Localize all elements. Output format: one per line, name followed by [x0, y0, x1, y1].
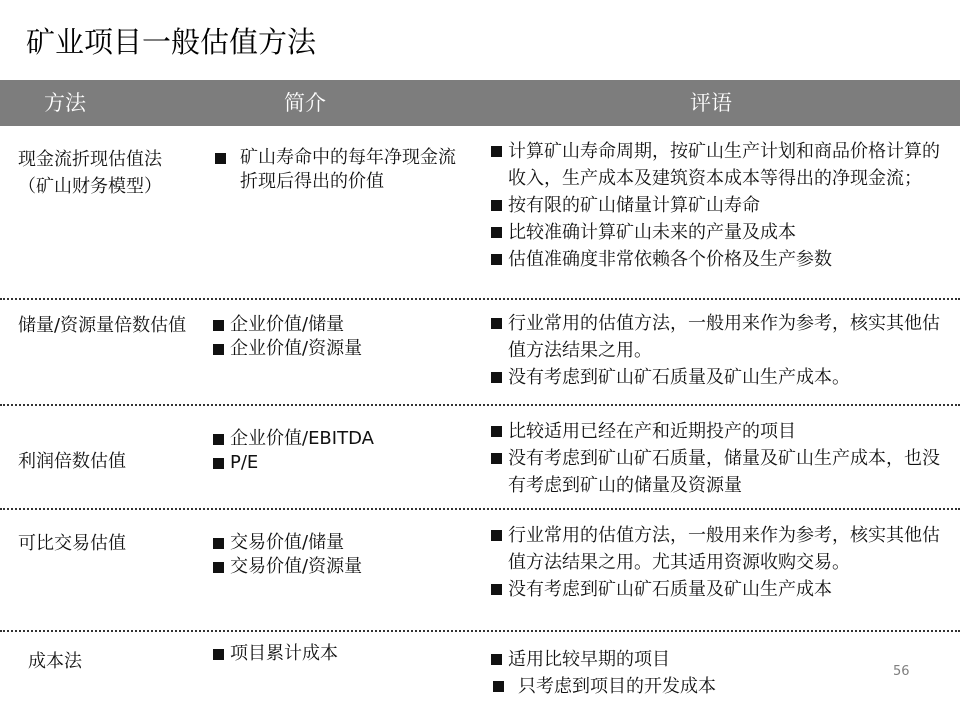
table-header: [0, 80, 960, 126]
table-row: [0, 300, 960, 404]
method-cell: 利润倍数估值: [18, 451, 126, 472]
intro-cell: [212, 642, 462, 666]
list-item: 企业价值/资源量: [212, 337, 462, 361]
list-item: 交易价值/储量: [212, 531, 462, 555]
list-item: 按有限的矿山储量计算矿山寿命: [490, 192, 945, 219]
list-item: 企业价值/EBITDA: [212, 427, 462, 451]
comment-cell: [490, 522, 945, 603]
list-item: 项目累计成本: [212, 642, 462, 666]
list-item: 没有考虑到矿山矿石质量，储量及矿山生产成本，也没有考虑到矿山的储量及资源量: [490, 445, 945, 499]
list-item: 行业常用的估值方法，一般用来作为参考，核实其他估值方法结果之用。: [490, 310, 945, 364]
method-cell: 现金流折现估值法（矿山财务模型）: [18, 149, 162, 197]
list-item: 企业价值/储量: [212, 313, 462, 337]
header-intro: 简介: [284, 91, 326, 115]
list-item: 没有考虑到矿山矿石质量及矿山生产成本。: [490, 364, 945, 391]
list-item: 行业常用的估值方法，一般用来作为参考，核实其他估值方法结果之用。尤其适用资源收购交易。: [490, 522, 945, 576]
list-item: 交易价值/资源量: [212, 555, 462, 579]
comment-cell: [490, 138, 945, 273]
table-row: [0, 126, 960, 298]
header-method: 方法: [44, 91, 86, 115]
intro-cell: [212, 427, 462, 475]
table-row: [0, 510, 960, 630]
list-item: 没有考虑到矿山矿石质量及矿山生产成本: [490, 576, 945, 603]
intro-cell: [212, 531, 462, 579]
comment-cell: [490, 310, 945, 391]
list-item: 只考虑到项目的开发成本: [490, 673, 945, 700]
list-item: P/E: [212, 451, 462, 475]
list-item: 比较适用已经在产和近期投产的项目: [490, 418, 945, 445]
intro-cell: [212, 313, 462, 361]
intro-cell: [212, 146, 462, 194]
list-item: 估值准确度非常依赖各个价格及生产参数: [490, 246, 945, 273]
comment-cell: [490, 418, 945, 499]
list-item: 矿山寿命中的每年净现金流折现后得出的价值: [212, 146, 462, 194]
method-cell: 成本法: [28, 651, 82, 672]
table-row: [0, 632, 960, 720]
method-cell: 储量/资源量倍数估值: [18, 315, 187, 336]
comment-cell: [490, 646, 945, 700]
method-cell: 可比交易估值: [18, 533, 126, 554]
list-item: 适用比较早期的项目: [490, 646, 945, 673]
list-item: 比较准确计算矿山未来的产量及成本: [490, 219, 945, 246]
table-row: [0, 406, 960, 508]
page-title: 矿业项目一般估值方法: [26, 25, 317, 59]
page-number: 56: [893, 664, 910, 679]
list-item: 计算矿山寿命周期，按矿山生产计划和商品价格计算的收入，生产成本及建筑资本成本等得出的净现金流；: [490, 138, 945, 192]
header-comment: 评语: [690, 91, 732, 115]
